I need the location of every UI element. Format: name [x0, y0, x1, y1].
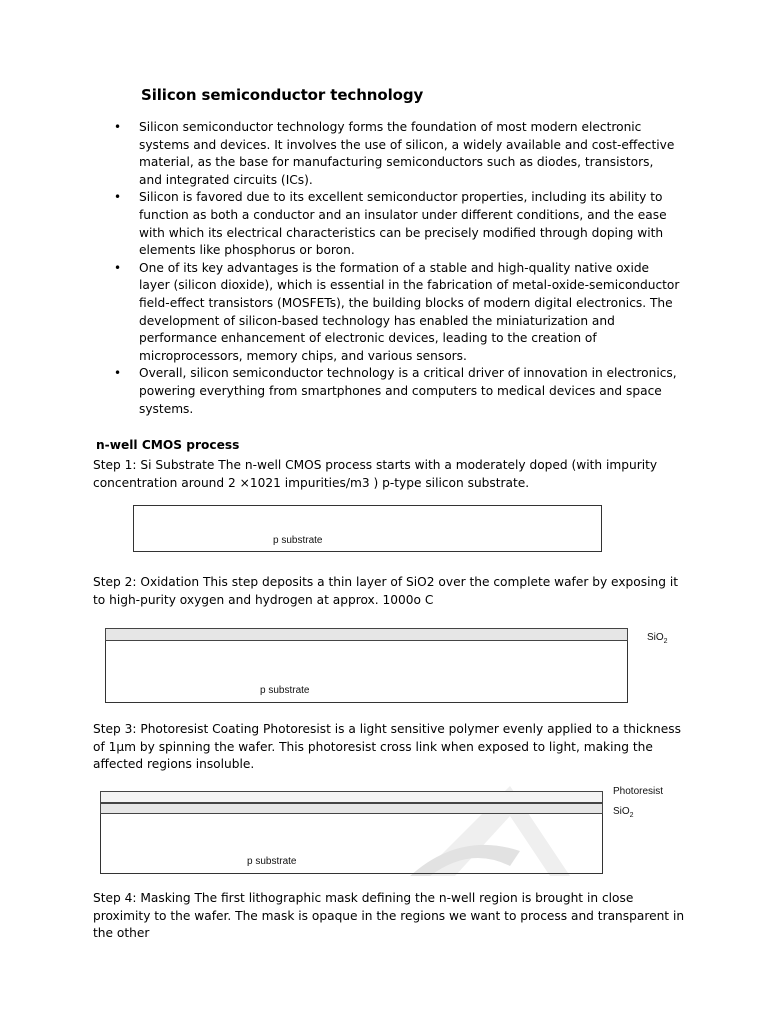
bullet-icon: • — [114, 366, 122, 381]
list-item — [114, 119, 680, 189]
photoresist-layer — [100, 791, 603, 803]
bullet-text: Silicon semiconductor technology forms the foundation of most modern electronic systems and devices. It involves the use of silicon, a widely available and cost-effective material, as the base for manufacturing semiconductors such as diodes, transistors, and integrated circuits (ICs). — [139, 120, 675, 187]
step-3-text: Step 3: Photoresist Coating Photoresist is a light sensitive polymer evenly applied to a thickness of 1μm by spinning the wafer. This photoresist cross link when exposed to light, making the affected regions insoluble. — [93, 722, 681, 772]
bullet-text: Silicon is favored due to its excellent semiconductor properties, including its ability to function as both a conductor and an insulator under different conditions, and the ease with which its electrical characteristics can be precisely modified through doping with elements like phosphorus or boron. — [139, 190, 667, 258]
page-title: Silicon semiconductor technology — [141, 86, 424, 104]
list-item — [114, 260, 680, 366]
bullet-icon: • — [114, 190, 122, 205]
bullet-list — [114, 119, 680, 418]
step-2-text: Step 2: Oxidation This step deposits a thin layer of SiO2 over the complete wafer by exposing it to high-purity oxygen and hydrogen at approx. 1000o C — [93, 575, 678, 607]
substrate-label: p substrate — [260, 685, 310, 696]
bullet-text: Overall, silicon semiconductor technology is a critical driver of innovation in electronics, powering everything from smartphones and computers to medical devices and space systems. — [139, 366, 677, 416]
bullet-text: One of its key advantages is the formation of a stable and high-quality native oxide layer (silicon dioxide), which is essential in the fabrication of metal-oxide-semiconductor field-effect transistors (MOSFETs), the building blocks of modern digital electronics. The development of silicon-based technology has enabled the miniaturization and performance enhancement of electronic devices, leading to the creation of microprocessors, memory chips, and various sensors. — [139, 260, 680, 363]
oxide-layer — [105, 628, 628, 641]
step-4-text: Step 4: Masking The first lithographic mask defining the n-well region is brought in close proximity to the wafer. The mask is opaque in the regions we want to process and transparent in the other — [93, 891, 685, 941]
bullet-icon: • — [114, 260, 122, 275]
list-item — [114, 365, 680, 418]
photoresist-label: Photoresist — [613, 786, 664, 797]
substrate-label: p substrate — [273, 535, 323, 546]
bullet-icon: • — [114, 120, 122, 134]
section-heading: n-well CMOS process — [96, 438, 240, 452]
substrate-block — [133, 505, 602, 552]
oxide-label: SiO$_2$ — [613, 806, 634, 819]
step-1-text: Step 1: Si Substrate The n-well CMOS process starts with a moderately doped (with impurity concentration around 2 ×1021 impurities/m3 ) p-type silicon substrate. — [93, 458, 658, 490]
list-item — [114, 189, 680, 259]
substrate-label: p substrate — [247, 856, 297, 867]
oxide-layer — [100, 803, 603, 814]
oxide-label: SiO$_2$ — [647, 632, 668, 645]
